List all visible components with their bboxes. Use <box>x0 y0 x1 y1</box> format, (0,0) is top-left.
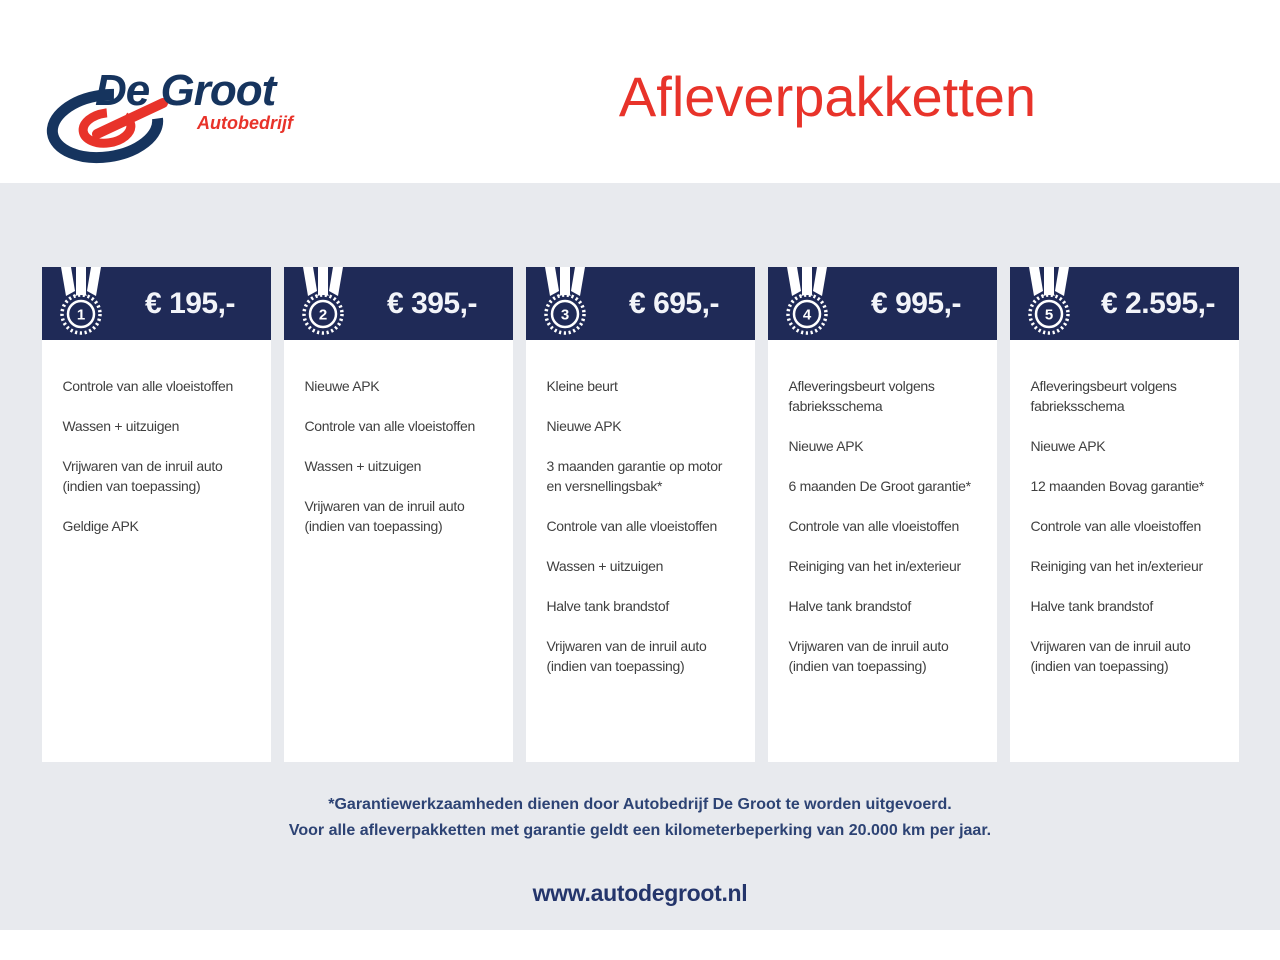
package-card-header <box>42 267 271 340</box>
company-logo <box>45 58 375 178</box>
medal-icon <box>42 267 120 340</box>
footnote-line: Voor alle afleverpakketten met garantie geldt een kilometerbeperking van 20.000 km per jaar. <box>288 822 992 839</box>
medal-icon <box>526 267 604 340</box>
guarantee-footnote <box>0 792 1280 844</box>
package-price: € 2.595,- <box>1101 286 1215 320</box>
package-item: Halve tank brandstof <box>546 598 669 614</box>
package-item: Halve tank brandstof <box>788 598 911 614</box>
page-title: Afleverpakketten <box>618 65 1037 128</box>
logo-subtitle: Autobedrijf <box>197 113 293 133</box>
package-item: Kleine beurt <box>546 378 618 394</box>
package-items <box>1010 340 1239 696</box>
page-header <box>0 0 1280 183</box>
package-item: Vrijwaren van de inruil auto (indien van toepassing) <box>546 638 707 674</box>
medal-icon <box>1010 267 1088 340</box>
package-items <box>526 340 755 696</box>
package-item: Geldige APK <box>62 518 139 534</box>
package-price: € 195,- <box>145 286 235 320</box>
package-items <box>768 340 997 696</box>
package-price: € 995,- <box>871 286 961 320</box>
package-item: Controle van alle vloeistoffen <box>62 378 234 394</box>
package-item: Nieuwe APK <box>788 438 864 454</box>
package-card-header <box>526 267 755 340</box>
package-item: 12 maanden Bovag garantie* <box>1030 478 1205 494</box>
medal-icon <box>284 267 362 340</box>
package-item: Afleveringsbeurt volgens fabrieksschema <box>788 378 935 414</box>
package-item: 6 maanden De Groot garantie* <box>788 478 971 494</box>
package-item: Nieuwe APK <box>304 378 380 394</box>
package-item: Wassen + uitzuigen <box>304 458 422 474</box>
svg-text:3: 3 <box>560 306 569 324</box>
package-card <box>42 267 271 762</box>
package-card <box>1010 267 1239 762</box>
package-item: 3 maanden garantie op motor en versnellingsbak* <box>546 458 723 494</box>
website-url: www.autodegroot.nl <box>532 880 748 906</box>
package-item: Vrijwaren van de inruil auto (indien van toepassing) <box>1030 638 1191 674</box>
package-item: Controle van alle vloeistoffen <box>788 518 960 534</box>
package-item: Reiniging van het in/exterieur <box>1030 558 1203 574</box>
package-card <box>284 267 513 762</box>
package-item: Controle van alle vloeistoffen <box>304 418 476 434</box>
packages-section <box>0 183 1280 930</box>
package-items <box>284 340 513 556</box>
logo-name: De Groot <box>95 66 276 115</box>
package-item: Wassen + uitzuigen <box>62 418 180 434</box>
package-item: Reiniging van het in/exterieur <box>788 558 961 574</box>
package-card <box>526 267 755 762</box>
package-card <box>768 267 997 762</box>
package-price: € 695,- <box>629 286 719 320</box>
package-card-header <box>284 267 513 340</box>
package-price: € 395,- <box>387 286 477 320</box>
package-item: Vrijwaren van de inruil auto (indien van toepassing) <box>62 458 223 494</box>
bottom-strip <box>0 930 1280 960</box>
package-item: Vrijwaren van de inruil auto (indien van toepassing) <box>788 638 949 674</box>
package-item: Afleveringsbeurt volgens fabrieksschema <box>1030 378 1177 414</box>
package-item: Wassen + uitzuigen <box>546 558 664 574</box>
svg-text:4: 4 <box>802 306 811 324</box>
package-card-header <box>1010 267 1239 340</box>
package-item: Controle van alle vloeistoffen <box>1030 518 1202 534</box>
svg-text:2: 2 <box>318 306 327 324</box>
package-item: Nieuwe APK <box>546 418 622 434</box>
package-item: Nieuwe APK <box>1030 438 1106 454</box>
package-item: Vrijwaren van de inruil auto (indien van toepassing) <box>304 498 465 534</box>
package-cards <box>0 267 1280 762</box>
footnote-line: *Garantiewerkzaamheden dienen door Autobedrijf De Groot te worden uitgevoerd. <box>328 796 952 813</box>
medal-icon <box>768 267 846 340</box>
package-items <box>42 340 271 556</box>
svg-text:5: 5 <box>1044 306 1053 324</box>
package-item: Controle van alle vloeistoffen <box>546 518 718 534</box>
svg-text:1: 1 <box>76 306 85 324</box>
package-card-header <box>768 267 997 340</box>
package-item: Halve tank brandstof <box>1030 598 1153 614</box>
